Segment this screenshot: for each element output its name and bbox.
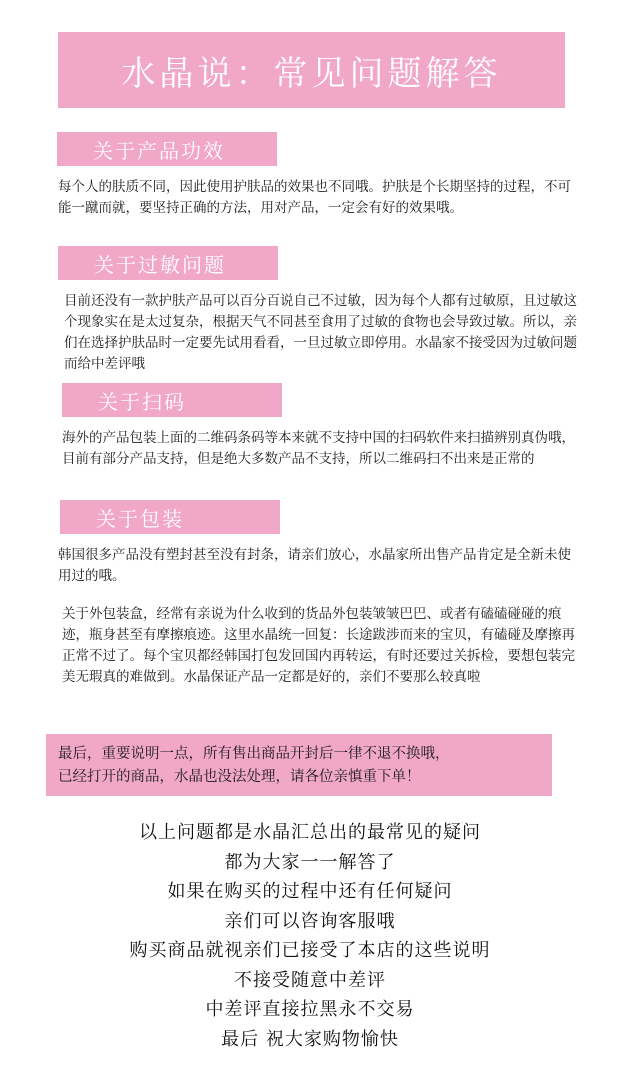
closing-line: 亲们可以咨询客服哦 <box>224 910 396 932</box>
section-heading-scan <box>62 383 282 417</box>
closing-line: 最后 祝大家购物愉快 <box>221 1028 399 1050</box>
closing-line: 都为大家一一解答了 <box>224 851 396 873</box>
notice-line: 最后，重要说明一点，所有售出商品开封后一律不退不换哦， <box>58 746 450 762</box>
closing-line: 以上问题都是水晶汇总出的最常见的疑问 <box>139 822 481 843</box>
section-heading-label: 关于过敏问题 <box>94 252 226 277</box>
section-text-packaging: 韩国很多产品没有塑封甚至没有封条，请亲们放心，水晶家所出售产品肯定是全新未使用过的哦。 <box>58 547 571 584</box>
section-heading-allergy <box>58 246 278 280</box>
section-text-efficacy: 每个人的肤质不同，因此使用护肤品的效果也不同哦。护肤是个长期坚持的过程，不可能一蹴而就，要坚持正确的方法，用对产品，一定会有好的效果哦。 <box>58 179 571 216</box>
closing-line: 不接受随意中差评 <box>234 969 386 991</box>
section-text-allergy: 目前还没有一款护肤产品可以百分百说自己不过敏，因为每个人都有过敏原，且过敏这个现象实在是太过复杂，根据天气不同甚至食用了过敏的食物也会导致过敏。所以，亲们在选择护肤品时一定要先试用看看，一旦过敏立即停用。水晶家不接受因为过敏问题而给中差评哦 <box>64 293 577 372</box>
section-heading-label: 关于产品功效 <box>93 138 225 163</box>
title-banner <box>58 32 565 108</box>
page-title: 水晶说：常见问题解答 <box>121 53 502 94</box>
closing-line: 购买商品就视亲们已接受了本店的这些说明 <box>129 940 491 961</box>
closing-line: 中差评直接拉黑永不交易 <box>205 999 415 1020</box>
section-heading-efficacy <box>57 132 277 166</box>
section-heading-label: 关于扫码 <box>98 389 186 414</box>
section-heading-packaging <box>60 500 280 534</box>
closing-line: 如果在购买的过程中还有任何疑问 <box>167 881 453 902</box>
section-text-scan: 海外的产品包装上面的二维码条码等本来就不支持中国的扫码软件来扫描辨别真伪哦，目前有部分产品支持，但是绝大多数产品不支持，所以二维码扫不出来是正常的 <box>62 430 575 467</box>
notice-line: 已经打开的商品，水晶也没法处理，请各位亲慎重下单！ <box>58 769 421 785</box>
section-heading-label: 关于包装 <box>96 506 184 531</box>
important-notice <box>46 734 552 796</box>
closing-statement <box>0 818 620 1054</box>
section-text-outer-box: 关于外包装盒，经常有亲说为什么收到的货品外包装皱皱巴巴、或者有磕磕碰碰的痕迹，瓶身甚至有摩擦痕迹。这里水晶统一回复：长途跋涉而来的宝贝，有磕碰及摩擦再正常不过了。每个宝贝都经韩国打包发回国内再转运，有时还要过关拆检，要想包装完美无瑕真的难做到。水晶保证产品一定都是好的，亲们不要那么较真啦 <box>62 606 575 685</box>
